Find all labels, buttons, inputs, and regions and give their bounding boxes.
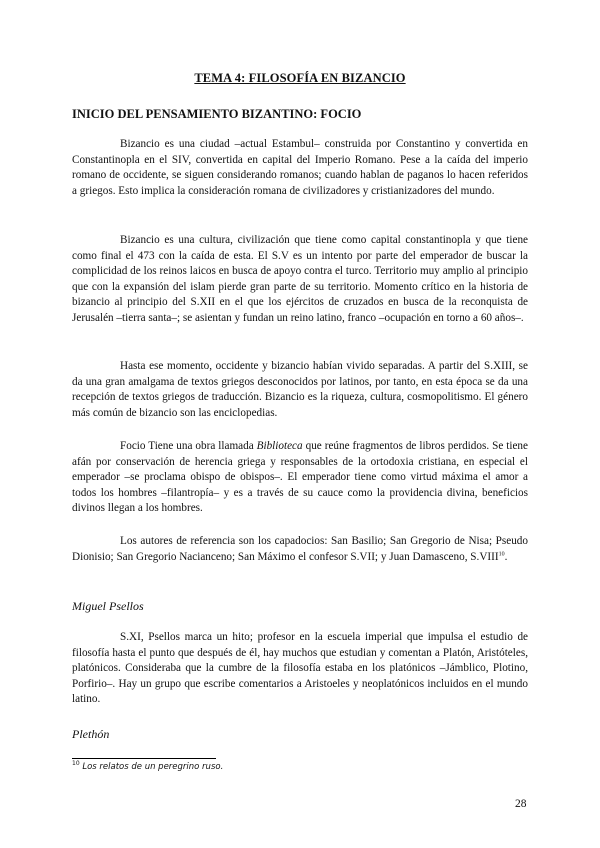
footnote-number: 10	[72, 760, 80, 768]
section-heading: INICIO DEL PENSAMIENTO BIZANTINO: FOCIO	[72, 107, 362, 121]
footnote-reference: 10	[498, 550, 505, 557]
paragraph-3: Hasta ese momento, occidente y bizancio habían vivido separadas. A partir del S.XIII, se da una gran amalgama de textos griegos desconocidos por latinos, por tanto, en esta época se da una recepción de textos griegos de traducción. Bizancio es la riqueza, cultura, cosmopolitismo. El género más común de bizancio son las enciclopedias.	[72, 360, 528, 419]
paragraph-4-end: que reúne fragmentos de libros perdidos. Se tiene afán por conservación de herencia griega y responsables de la ortodoxia cristiana, en especial el emperador –se proclama obispo de obispos–. El emperador tiene como virtud máxima el amor a todos los hombres –filantropía– y es a través de su cauce como la providencia divina, beneficios divinos llegan a los hombres.	[72, 440, 528, 515]
chapter-title: TEMA 4: FILOSOFÍA EN BIZANCIO	[194, 71, 406, 85]
paragraph-6: S.XI, Psellos marca un hito; profesor en la escuela imperial que impulsa el estudio de filosofía hasta el punto que después de él, hay muchos que estudian y comentan a Platón, Aristóteles, platónicos. Consideraba que la cumbre de la filosofía estaba en los platónicos –Jámblico, Plotino, Porfirio–. Hay un grupo que escribe comentarios a Aristoeles y neoplatónicos incluidos en el mundo latino.	[72, 631, 528, 706]
biblioteca-title: Biblioteca	[256, 440, 303, 452]
footnote-separator	[72, 758, 216, 759]
footnote	[72, 762, 223, 772]
paragraph-5-text: Los autores de referencia son los capadocios: San Basilio; San Gregorio de Nisa; Pseudo Dionisio; San Gregorio Nacianceno; San Máximo el confesor S.VII; y Juan Damasceno, S.VIII	[72, 535, 528, 563]
paragraph-4	[72, 439, 528, 517]
subheading-psellos: Miguel Psellos	[72, 599, 144, 613]
paragraph-5	[72, 534, 528, 565]
paragraph-2: Bizancio es una cultura, civilización que tiene como capital constantinopla y que tiene como final el 473 con la caída de esta. El S.V es un intento por parte del emperador de buscar la complicidad de los reinos laicos en busca de apoyo contra el turco. Territorio muy amplio al principio que con la expansión del islam pierde gran parte de su territorio. Momento crítico en la historia de bizancio al principio del S.XII en el que los ejércitos de cruzados en busca de la reconquista de Jerusalén –tierra santa–; se asientan y fundan un reino latino, franco –ocupación en torno a 60 años–.	[72, 234, 528, 324]
paragraph-1: Bizancio es una ciudad –actual Estambul– construida por Constantino y convertida en Constantinopla en el SIV, convertida en capital del Imperio Romano. Pese a la caída del imperio romano de occidente, se siguen considerando romanos; cuando hablan de paganos lo hacen referidos a griegos. Esto implica la consideración romana de civilizadores y cristianizadores del mundo.	[72, 138, 528, 197]
subheading-plethon: Plethón	[72, 727, 110, 741]
paragraph-4-start: Focio Tiene una obra llamada	[120, 440, 257, 452]
paragraph-5-period: .	[504, 550, 508, 563]
footnote-text: Los relatos de un peregrino ruso.	[79, 762, 224, 772]
page-number: 28	[515, 798, 527, 810]
